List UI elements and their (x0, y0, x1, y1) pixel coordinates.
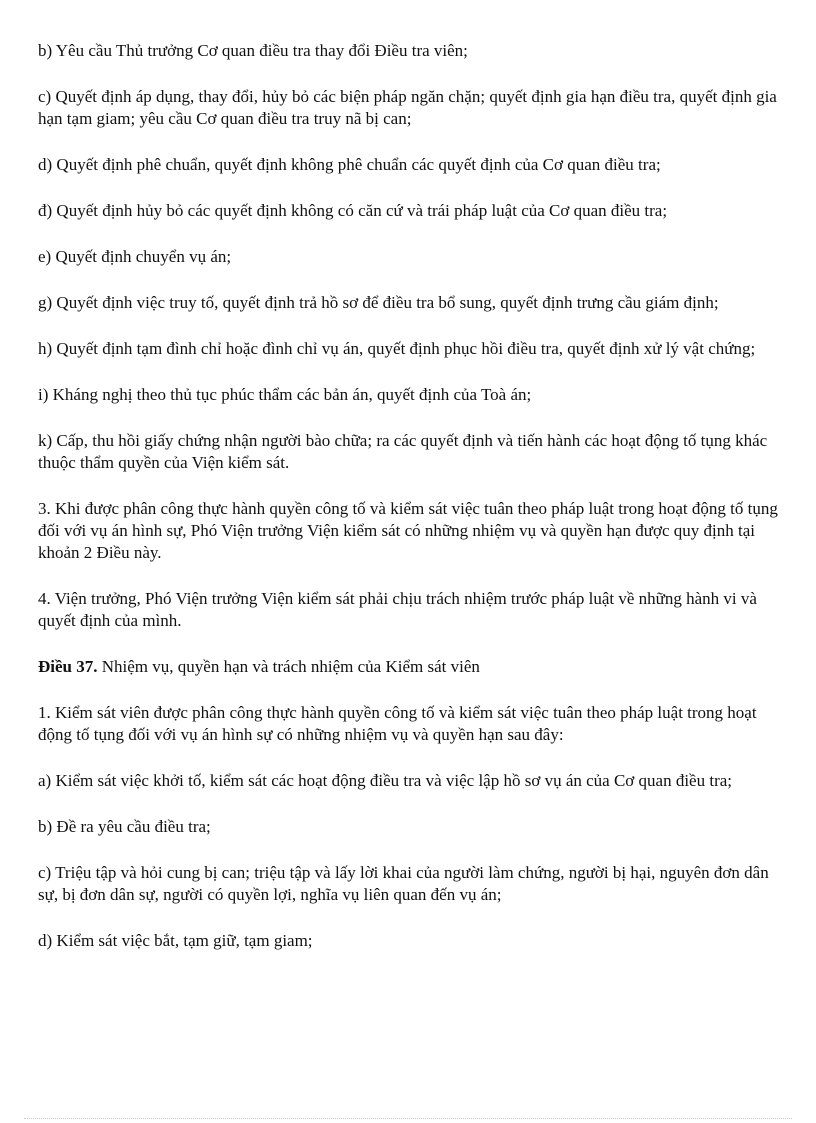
article-37-heading (38, 656, 778, 678)
paragraph-i: i) Kháng nghị theo thủ tục phúc thẩm các bản án, quyết định của Toà án; (38, 385, 532, 404)
document-page (38, 40, 778, 976)
paragraph-d2: d) Kiểm sát việc bắt, tạm giữ, tạm giam; (38, 931, 313, 950)
page-bottom-divider (24, 1118, 792, 1119)
paragraph-clause-3: 3. Khi được phân công thực hành quyền công tố và kiểm sát việc tuân theo pháp luật trong hoạt động tố tụng đối với vụ án hình sự, Phó Viện trưởng Viện kiểm sát có những nhiệm vụ và quyền hạn được quy định tại khoản 2 Điều này. (38, 499, 778, 562)
paragraph-clause-4: 4. Viện trưởng, Phó Viện trưởng Viện kiểm sát phải chịu trách nhiệm trước pháp luật về những hành vi và quyết định của mình. (38, 589, 757, 630)
paragraph-dd: đ) Quyết định hủy bỏ các quyết định không có căn cứ và trái pháp luật của Cơ quan điều tra; (38, 201, 668, 220)
paragraph-b2: b) Đề ra yêu cầu điều tra; (38, 817, 211, 836)
paragraph-clause-1: 1. Kiểm sát viên được phân công thực hành quyền công tố và kiểm sát việc tuân theo pháp luật trong hoạt động tố tụng đối với vụ án hình sự có những nhiệm vụ và quyền hạn sau đây: (38, 703, 757, 744)
paragraph-h: h) Quyết định tạm đình chỉ hoặc đình chỉ vụ án, quyết định phục hồi điều tra, quyết định xử lý vật chứng; (38, 339, 756, 358)
paragraph-d: d) Quyết định phê chuẩn, quyết định không phê chuẩn các quyết định của Cơ quan điều tra; (38, 155, 661, 174)
paragraph-k: k) Cấp, thu hồi giấy chứng nhận người bào chữa; ra các quyết định và tiến hành các hoạt động tố tụng khác thuộc thẩm quyền của Viện kiểm sát. (38, 431, 768, 472)
paragraph-c: c) Quyết định áp dụng, thay đổi, hủy bỏ các biện pháp ngăn chặn; quyết định gia hạn điều tra, quyết định gia hạn tạm giam; yêu cầu Cơ quan điều tra truy nã bị can; (38, 87, 777, 128)
paragraph-g: g) Quyết định việc truy tố, quyết định trả hồ sơ để điều tra bổ sung, quyết định trưng cầu giám định; (38, 293, 719, 312)
paragraph-b: b) Yêu cầu Thủ trưởng Cơ quan điều tra thay đổi Điều tra viên; (38, 41, 468, 60)
article-37-label: Điều 37. (38, 657, 98, 676)
article-37-title: Nhiệm vụ, quyền hạn và trách nhiệm của Kiểm sát viên (97, 657, 480, 676)
paragraph-e: e) Quyết định chuyển vụ án; (38, 247, 232, 266)
paragraph-c2: c) Triệu tập và hỏi cung bị can; triệu tập và lấy lời khai của người làm chứng, người bị hại, nguyên đơn dân sự, bị đơn dân sự, người có quyền lợi, nghĩa vụ liên quan đến vụ án; (38, 863, 769, 904)
paragraph-a2: a) Kiểm sát việc khởi tố, kiểm sát các hoạt động điều tra và việc lập hồ sơ vụ án của Cơ quan điều tra; (38, 771, 733, 790)
